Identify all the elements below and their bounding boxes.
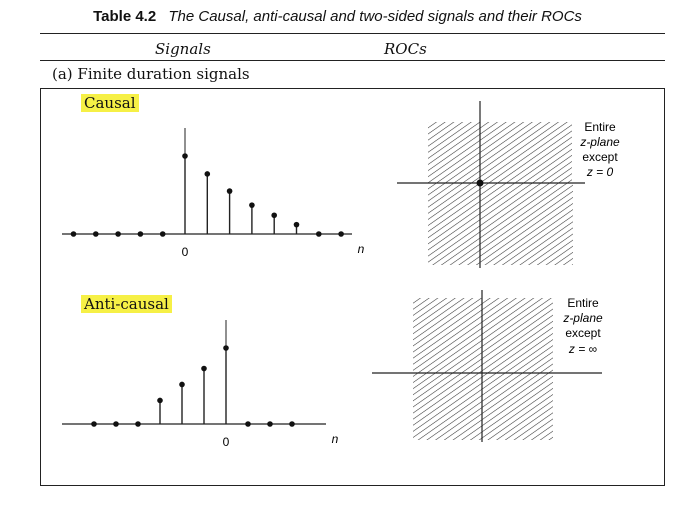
causal-stem-dot — [249, 202, 255, 208]
section-heading: (a) Finite duration signals — [52, 65, 250, 83]
anticausal-stem-plot — [62, 320, 339, 449]
anticausal-stem-dot — [201, 366, 207, 372]
causal-stem-dot — [316, 231, 322, 237]
causal-stem-dot — [205, 171, 211, 177]
causal-origin-label: 0 — [181, 245, 189, 259]
causal-stem-dot — [93, 231, 99, 237]
causal-stem-dot — [338, 231, 344, 237]
anticausal-origin-label: 0 — [222, 435, 230, 449]
table-caption: The Causal, anti-causal and two-sided signals and their ROCs — [168, 8, 582, 25]
anticausal-stem-dot — [245, 421, 251, 427]
causal-stem-dot — [138, 231, 144, 237]
anticausal-roc-text-4: z = ∞ — [568, 342, 598, 356]
anticausal-stems — [91, 345, 295, 427]
column-header-rocs: ROCs — [384, 40, 427, 58]
anticausal-stem-dot — [91, 421, 97, 427]
anticausal-axis-label: n — [331, 432, 339, 446]
causal-stems — [71, 153, 344, 237]
anticausal-roc-text-3: except — [565, 326, 601, 340]
causal-stem-dot — [160, 231, 166, 237]
causal-stem-dot — [294, 222, 300, 228]
causal-roc-text-1: Entire — [584, 120, 616, 134]
column-header-signals: Signals — [155, 40, 211, 58]
anticausal-stem-dot — [113, 421, 119, 427]
causal-label: Causal — [81, 94, 139, 112]
causal-axis-label: n — [357, 242, 365, 256]
table-number: Table 4.2 — [93, 8, 157, 25]
causal-stem-dot — [182, 153, 188, 159]
anticausal-stem-dot — [179, 382, 185, 388]
anticausal-roc-text-2: z-plane — [563, 311, 603, 325]
anticausal-stem-dot — [157, 398, 163, 404]
anticausal-roc-text-1: Entire — [567, 296, 599, 310]
causal-stem-plot — [62, 128, 365, 259]
anticausal-label: Anti-causal — [81, 295, 172, 313]
anticausal-stem-dot — [223, 345, 229, 351]
causal-stem-dot — [271, 212, 277, 218]
causal-roc-text-4: z = 0 — [586, 165, 614, 179]
causal-roc-region — [428, 122, 573, 265]
causal-stem-dot — [115, 231, 121, 237]
anticausal-stem-dot — [267, 421, 273, 427]
causal-stem-dot — [71, 231, 77, 237]
causal-roc-text-3: except — [582, 150, 618, 164]
causal-roc-diagram — [397, 101, 628, 268]
anticausal-roc-diagram — [372, 290, 610, 442]
anticausal-roc-region — [413, 298, 553, 440]
causal-roc-origin-point — [477, 180, 484, 187]
anticausal-stem-dot — [289, 421, 295, 427]
causal-roc-text-2: z-plane — [580, 135, 620, 149]
anticausal-stem-dot — [135, 421, 141, 427]
causal-stem-dot — [227, 188, 233, 194]
